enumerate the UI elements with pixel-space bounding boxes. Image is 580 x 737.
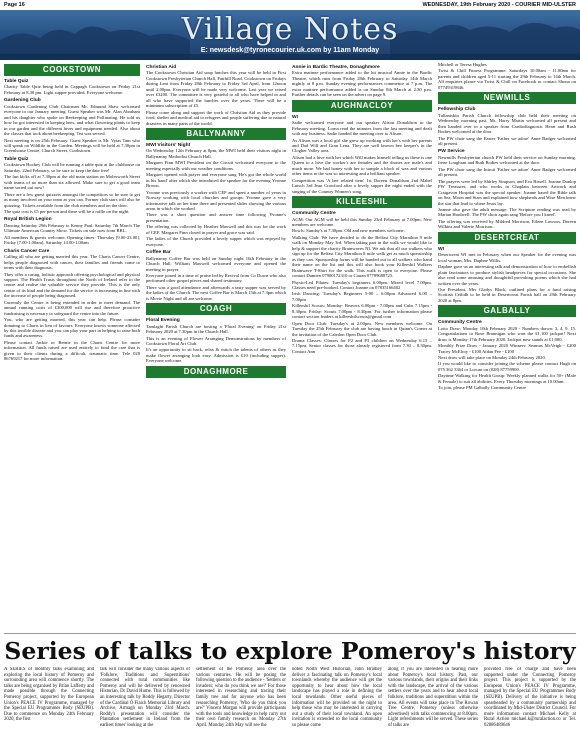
feature-column-1: A SERIES of monthly talks examining and exploring the local history of Pomeroy and surrounding area will commence shortly. The talks are being organised by Brian Lafferty and made possible through the Connecting Pomeroy project, supported by the European Union's PEACE IV Programme, managed by the Special EU Programmes Body (SEUPB). Due to commence on Monday 24th February 2020, the first bbox=[4, 667, 94, 723]
paragraph: Tullaniskin Parish Church fellowship club held their meeting on Wednesday morning past. Ms. Harry Martin welcomed all present and then handed over to a speaker from Cardiodiagnostic Heart and Rush Bodies welcomed at the door. bbox=[438, 112, 576, 135]
paragraph: Lotto Draw: Monday 10th February 2020 - Numbers drawn: 3, 4, 9, 15. Congratulations to Rose Brannigan who won the £1,100 jackpot! Next draw is Monday 17th February 2020. Jackpot now stands at £1,000. bbox=[438, 325, 576, 342]
paragraph: If you would like to consider joining the scheme please contact Hugh on 075 362 3364 or Lorcan on (028) 87759900. bbox=[438, 361, 576, 372]
paragraph: Mitchell or Teresa Hughes bbox=[438, 62, 487, 67]
paragraph: Currently the Centre is being extended in order to meet demand. The annual running costs of £300,000 will rise and therefore proactive fundraising is necessary to safeguard the centre into the future. bbox=[4, 299, 140, 316]
paragraph: AGM: Our AGM will be held this Sunday 23rd February at 7.00pm. New members are welcome. bbox=[292, 216, 432, 227]
masthead-banner bbox=[0, 10, 580, 60]
paragraph: The offering was collected by Heather Maxwell and this was for the work of CEF. Margaret Finn closed in prayer and grace was said. bbox=[146, 224, 286, 235]
paragraph: Everyone joined in a time of praise led by Revival from Co Down who also performed other gospel pieces and shared testimony. bbox=[146, 272, 286, 284]
item-heading: Christian Aid bbox=[146, 65, 177, 70]
paragraph: Alison had a hive with her which Will makes himself telling us these is one Queen to a hive the worker's are females and the drones are male's and much more. We had honey with her to sample a block of wax and various other items to the was so interesting and a brilliant speaker. bbox=[292, 154, 432, 177]
paragraph: Cookstown Hockey Club will be running a table quiz at the clubhouse on Saturday, 22nd February, so be sure to keep the date free! bbox=[4, 162, 140, 173]
feature-column-6: provided free of charge and have been supported under the Connecting Pomeroy project. This project is supported by the European Union's PEACE IV Programme, managed by the Special EU Programmes Body (SEUPB). Delivery of the initiative is being spearheaded by a community partnership and coordinated by Mid-Ulster District Council. For more information contact Michael Kelly at Rural Action michael.k@ruralaction.co or Tel. 02886489646 bbox=[484, 667, 576, 728]
feature-column-3: settlement of the Pomeroy area over the various centuries. He will be posing the following question to the audience - 'Settlers or invaders; who do you think we are?' For those interested in researching and tracing their family tree and for anyone who has been researching Pomeroy, 'Who do you think you are?' Vincent Morgan will provide participants with the tools and knowledge to help carry out their own family research on Monday 27th April. Monday 24th May will see the bbox=[196, 667, 286, 728]
paragraph: Physio-Led Pilates: Tuesday's beginners 6.00pm. Mixed level 7.00pm. Classes need pre-booked. Contact Joanne on 07835166402 bbox=[292, 279, 432, 290]
item-heading: Charis Cancer Care bbox=[4, 248, 50, 254]
paragraph: There was a short question and answer time following Yvonne's presentation. bbox=[146, 212, 286, 223]
paragraph: Monthly Prize Draw - January 2020 Winners: Seamus McVeigh - £200 Tracey McElroy - £100 Aidan Fee - £100 bbox=[438, 343, 576, 354]
section-heading: KILLEESHIL bbox=[292, 196, 432, 208]
paragraph: Desertcreat WI met in February when our Speaker for the evening was local woman, Mrs. Daphne Willis. bbox=[438, 252, 576, 263]
paragraph: Next meeting is on 25th February. Guest Speaker is Mr. Vytas Tam who will speak on Wildlife in the Garden. Meetings will be held at 7.30pm in Greenhouse Centre, Church Street, Cookstown. bbox=[4, 137, 140, 154]
paragraph: The Cookstown Christian Aid soup lunches this year will be held in First Cookstown Presbyterian Church Hall, Fairhill Road, Cookstown on Fridays during Lent from Friday 28th February to Friday 3rd April, from 12noon until 2.00pm. Everyone will be made very welcome. Last year we raised over £3200. The committee is very grateful to all who have helped in and all who have supported the lunches over the years. There will be a minimum subscription of £5. bbox=[146, 70, 286, 109]
paragraph: To join, please PM Galbally Community Centre bbox=[438, 385, 527, 391]
section-heading: COOKSTOWN bbox=[4, 64, 140, 76]
item-heading: Table Quiz bbox=[4, 79, 29, 84]
paragraph: Irish Dancing: Tuesday's Beginners 5-00 – 6.00pm Advanced 6.00 – 7.00pm bbox=[292, 291, 432, 302]
paragraph: Please come along and support the work of Christian Aid as they provide food, shelter and medical aid to refugees and people suffering due to natural disasters in many parts of the world. bbox=[146, 109, 286, 126]
feature-article bbox=[4, 667, 576, 735]
paragraph: Sadie welcomed everyone and our speaker Alison Donaldson to the February meeting. Lorna read the minutes from the last meeting and dealt with any business. Sadie handed the meeting over to Alison. bbox=[292, 120, 432, 137]
paragraph: Cookstown Gardening Club Chairman Mr. Edmund Shaw welcomed everyone to our January meeting. Guest Speaker was Mr. Alan Abraham and his daughter who spoke on Beekeeping and Pollinating. He told us how he got interested in keeping bees, and what flowering plants to keep in our garden and the different hives and equipment needed. Also about the classes that took about beekeeping. Tea was served. bbox=[4, 103, 140, 137]
paragraph: Tamlaght Parish Church are hosting a 'Floral Evening' on Friday 21st February 2020 at 7.30pm in the Church Hall. bbox=[146, 323, 286, 335]
paragraph: Walking Club: We have decided to do the Belfast City Marathon 9 mile walk on Monday May 3rd. When taking part in the walk we would like to help & support the charity Brainwaves NI. We ask that all our walkers who sign up for the Belfast City Marathon 8 mile walk get as much sponsorship as they can. Sponsorship forms will be handed out to all walkers who hand their name on the list and this will also book your Killeeshil Walkers Brainwave T-Shirt for the walk. This walk is open to everyone. Please contact Damien 07900172310 or Ciaran 07789688725. bbox=[292, 234, 432, 279]
item-heading: Community Centre bbox=[292, 211, 336, 217]
paragraph: As Alison was a local girl she grew up working with her's with her parents and Dad Will and Gran Lena. They are well known bee keeper's in the Clogher Valley area. bbox=[292, 137, 432, 154]
paragraph: There was a good attendance and afterwards a tasty supper was served by the ladies of the Church. The next Coffee Bar is March 15th at 7.3pm which is Movie Night and all are welcome. bbox=[146, 284, 286, 301]
paragraph: The PW choir sang the Easter 'Father we adore' Anne Badger welcomed all present. bbox=[438, 135, 576, 146]
paragraph: Newmills Presbyterian church PW held their service on Sunday morning. Irene Loughran and Ruth Bodies welcomed at the door. bbox=[438, 154, 576, 166]
masthead-title: Village Notes bbox=[181, 12, 399, 47]
paragraph: This is an evening of Flower Arranging Demonstrations by members of Cookstown Floral Art Club. bbox=[146, 335, 286, 347]
paragraph: The fun kicks off at 7.30pm at the old main station on Molesworth Street with teams of no more than six allowed. Make sure to get a good team name sorted out now! bbox=[4, 174, 140, 191]
paragraph: Open Door Club: Tuesday's at 2.00pm. New members welcome. On Tuesday the 25th February the club are having lunch in Quinn's Corner at the invitation of the Caledon Open Door Club. bbox=[292, 320, 432, 337]
section-heading: COAGH bbox=[146, 303, 286, 315]
page-header bbox=[0, 0, 580, 10]
item-heading: WI bbox=[292, 114, 298, 120]
paragraph: Our President, Mrs Gladys Black, outlined plans for a fund raising Scottish Ceilidh to be held in Desertcreat Parish hall on 29th February 2020 at 8pm. bbox=[438, 286, 576, 303]
paragraph: Calling all who are getting married this year. The Charis Cancer Centre, helps people diagnosed with cancer, their families and friends come to terms with their diagnosis. bbox=[4, 254, 140, 271]
item-heading: Community Centre bbox=[438, 320, 482, 326]
column-1 bbox=[4, 62, 140, 632]
village-notes-columns bbox=[4, 62, 576, 632]
edition-line: WEDNESDAY, 19th February 2020 - COURIER MID-ULSTER bbox=[422, 2, 576, 8]
paragraph: Charity Table Quiz being held in Cappagh Cookstown on Friday 21st February at 8.30 pm. Light supper provided. Everyone welcome. bbox=[4, 84, 140, 95]
paragraph: All members & guests welcome. Opening times: Thursday [9.00-23.00], Friday [7.00-1.00am], Saturday 14.00-1.00am bbox=[4, 234, 140, 246]
paragraph: Ballynanny Coffee Bar was held on Sunday night 16th February in the Church Hall. William Maxwell welcomed everyone and opened the meeting in prayer. bbox=[146, 255, 286, 272]
paragraph: Please contact Jackie or Bernie in the Charis Centre for more information. All funds raised are used entirely to fund the care that is given to their clients during a difficult, traumatic time. Tele 028 86769217 for more information. bbox=[4, 339, 140, 362]
paragraph: Killeeshil Scouts: Monday: Beavers 6.00pm - 7.00pm and Cubs 7.15pm - 8.30pm. Friday: Scouts 7.00pm - 8.30pm. For further information please contact section leaders at killeeshilscouts@gmail.com bbox=[292, 303, 432, 320]
paragraph: There are a few guest quizzers amongst the competitors so be sure to get as many involved on your team as you can. Former club stars will also be quizzing. Tickets available from the club members and on the door. bbox=[4, 191, 140, 208]
paragraph: The quiz cost is £5 per person and there will be a raffle on the night. bbox=[4, 208, 130, 214]
item-heading: PW Service bbox=[438, 149, 465, 155]
item-heading: WI bbox=[438, 246, 444, 252]
item-heading: Annie in Bardic Theatre, Donaghmore bbox=[292, 65, 380, 70]
paragraph: Twist & Chill Fitness Programme: Saturdays 10.00am - 11.00am for parents and children aged 5-11 starting the 29th February to 14th March. All enquiries please via Twist & Chill on Facebook or contact Shona on 07749319846. bbox=[438, 68, 576, 90]
item-heading: Floral Evening bbox=[146, 318, 180, 324]
masthead-subtitle: E: newsdesk@tyronecourier.uk.com by 11am Monday bbox=[200, 47, 380, 54]
paragraph: Competition was 'A bee related item' 1st Doreen Donaldson 2nd Mabel Lutsch 3rd Jean Crawford after a lovely supper the night ended with the singing of the Country Women's song. bbox=[292, 177, 432, 194]
paragraph: Margaret opened with prayer and everyone sang 'He's got the whole world in his hand' after which she introduced the speaker for the evening Yvonne Brown. bbox=[146, 172, 286, 189]
paragraph: On Wednesday 12th February at 8pm, the MWI held their visitors night in Ballynanny Methodist Church Hall. bbox=[146, 148, 286, 159]
paragraph: Dancing Saturday 29th February to Kenny Paul. Saturday 7th March The Ultimate American Country Show. Tickets on sale now from RBL. bbox=[4, 222, 140, 234]
item-heading: Coffee Bar bbox=[146, 250, 171, 256]
paragraph: Bowls: Sunday's at 7.30pm. Old and new members welcome. bbox=[292, 228, 405, 234]
section-heading: GALBALLY bbox=[438, 305, 576, 317]
paragraph: The PW choir sang the Introit 'Father we adore' Anne Badger welcomed all present. bbox=[438, 166, 576, 178]
section-heading: AUGHNACLOY bbox=[292, 100, 432, 112]
paragraph: Next draw will take place on Monday 24th February 2020. bbox=[438, 355, 546, 361]
feature-column-5: along if you are interested in hearing more about Pomeroy's local history. Past, our various townlands, their origins and their links with the landscape, the arrival of the various settlers over the years and to hear about local folklore, traditions and superstition within the area. All events will take place in The Rowan Tree Centre, Pomeroy (unless otherwise advertised) with talks commencing at 8.00pm. Light refreshments will be served. These series of talks are bbox=[388, 667, 478, 728]
column-3 bbox=[292, 62, 432, 632]
paragraph: Daphne gave us an interesting talk and demonstration of how to embellish plain fascinators to produce stylish headpieces for special occasions. She also read some amusing and thoughtful provoking poems which she had written over the years. bbox=[438, 264, 576, 286]
page-number: Page 16 bbox=[4, 2, 25, 8]
section-heading: DESERTCREAT bbox=[438, 232, 576, 244]
section-heading: DONAGHMORE bbox=[146, 366, 286, 378]
feature-column-4: noted North West Historian, John Bradley deliver a fascinating talk on Pomeroy's local townlands whereby the audience will get the opportunity to hear about how the local landscape has played a role in defining the local townlands. Other useful pieces of information will be provided on the night to help those who may be interested in carrying out a study of their local townland. An open invitation is extended to the local community so please come bbox=[292, 667, 382, 728]
item-heading: Fellowship Club bbox=[438, 107, 476, 113]
section-divider bbox=[4, 633, 576, 634]
paragraph: It's an opportunity to sit back, relax & watch the talents of others as they make flower arranging look easy. Admission is £10 (including supper). Everyone welcome. bbox=[146, 347, 286, 364]
paragraph: The prayers were led by Shirley Simpson, and Eva Bissell. Joanne Dunlop PW Treasurer, and who works in Chaplain between Artwork and Craigavon Hospital was the special speaker. Joanne based the Bible talk on Sea, Moon and Stars and explained how shepherds and Wise Men knew the star that lead to where Jesus lay. bbox=[438, 178, 576, 206]
column-2 bbox=[146, 62, 286, 632]
item-heading: Table Quiz bbox=[4, 156, 29, 162]
item-heading: MWI Visitors' Night bbox=[146, 142, 191, 148]
feature-column-2: talk will consider the many various aspects of 'Folklore, Traditions and Superstitions' connected with rural communities like Pomeroy and will be delivered by renowned Historian, Dr David Hume. This is followed by an interesting talk by Roddy Hegarty, Director of the Cardinal Ó Fiaich Memorial Library and Archive, Armagh on Monday 23rd March. Roddy's presentation will consider the Plantation settlement in Ireland from the earliest times' looking at the bbox=[100, 667, 190, 728]
feature-headline: Series of talks to explore Pomeroy's history bbox=[4, 637, 576, 665]
paragraph: The ladies of the Church provided a lovely supper which was enjoyed by everyone. bbox=[146, 236, 286, 247]
paragraph: Joanne also gave the adult message. The Scripture reading was read by Marian Hardwell. The PW choir again sang 'Before you I kneel'. bbox=[438, 206, 576, 218]
section-heading: BALLYNANNY bbox=[146, 128, 286, 140]
paragraph: They offer a caring, holistic approach offering psychological and physical support. The Health Trusts throughout the North of Ireland refer to the centre and realise the valuable service they provide. This is the only centre of its kind and the demand for the service is increasing in line with the increase of people being diagnosed. bbox=[4, 271, 140, 299]
paragraph: You, who are getting married, this year can help. Please consider donating to Charis in lieu of favours. Everyone knows someone affected by this terrible disease and you can play your part in helping to raise both funds and awareness. bbox=[4, 317, 140, 339]
paragraph: The offering was received by Mildred Morrison, Eileen Lawson, Doreen Wilkins and Valerie Morrison. bbox=[438, 218, 576, 230]
paragraph: Margaret Finn MWI President on the Circuit welcomed everyone to the meeting especially with our weather conditions. bbox=[146, 160, 286, 171]
paragraph: Daytime Walking for Health Group: Weekly planned walks for 50+ (Male & Female) to suit all abilities. Every Thursday mornings at 10.00am. bbox=[438, 373, 576, 384]
paragraph: Drama Classes: Classes for P2 and P3 children on Wednesday 6.15 – 7.15pm. Senior classes for those already registered from 7.30 – 8.30pm. Contact Ann bbox=[292, 338, 432, 354]
section-heading: NEWMILLS bbox=[438, 92, 576, 104]
paragraph: Extra matinee performance added to the hit musical Annie in the Bardic Theatre, which runs from Friday 28th February to Saturday 14th March nightly at 8 p.m. Sunday evening performances commence at 7 p.m. The extra matinee performance added is on Sunday 8th March at 2.30 p.m. Further details can be seen on the advert on page 9. bbox=[292, 70, 432, 98]
item-heading: Gardening Club bbox=[4, 98, 41, 104]
paragraph: Yvonne was previously a worker with CEF and spent a number of years in Norway working with local churches and groups. Yvonne gave a very informative talk on her time there and presented slides showing the various areas in which she worked. bbox=[146, 189, 286, 211]
column-4 bbox=[438, 62, 576, 632]
item-heading: Royal British Legion bbox=[4, 217, 52, 223]
